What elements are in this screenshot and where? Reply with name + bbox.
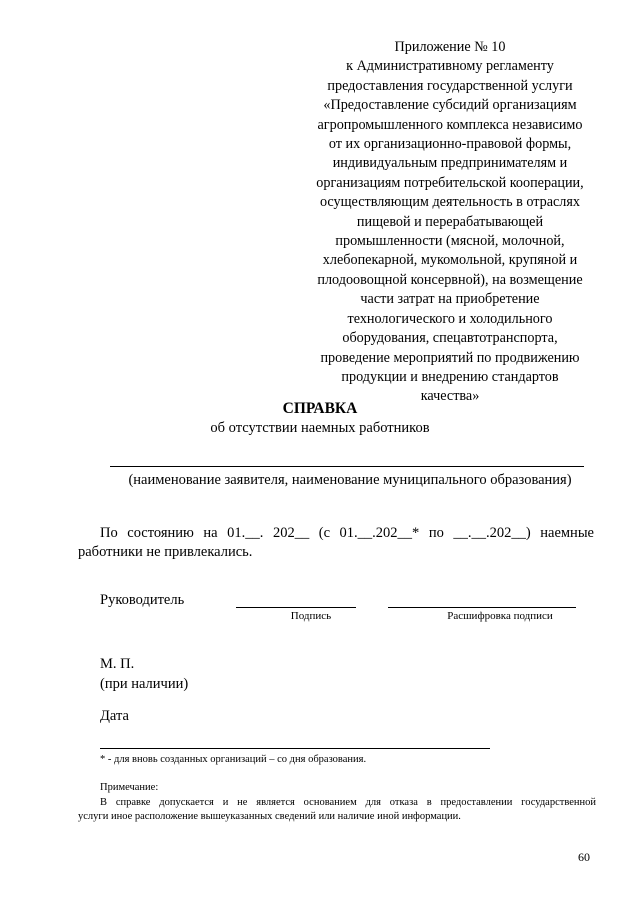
annex-line: хлебопекарной, мукомольной, крупяной и [322,252,578,269]
annex-line: от их организационно-правовой формы, [328,136,572,153]
annex-line: проведение мероприятий по продвижению [320,349,580,366]
footnote-divider [100,748,490,749]
annex-line: промышленности (мясной, молочной, [335,233,565,250]
annex-line: агропромышленного комплекса независимо [317,116,583,133]
date-label: Дата [100,708,129,724]
signature-decode-caption: Расшифровка подписи [447,610,553,622]
document-subtitle: об отсутствии наемных работников [210,420,430,436]
signature-caption: Подпись [290,610,332,622]
annex-line: части затрат на приобретение [360,291,540,308]
applicant-fill-line [110,466,584,467]
annex-line: организациям потребительской кооперации, [316,174,584,191]
note-line-2: услуги иное расположение вышеуказанных сведений или наличие иной информации. [78,810,461,822]
annex-line: продукции и внедрению стандартов [341,368,559,385]
stamp-note: (при наличии) [100,676,189,692]
stamp-label: М. П. [100,656,135,672]
statement-line-1: По состоянию на 01.__. 202__ (с 01.__.202__* по __.__.202__) наемные [100,525,594,541]
annex-line: оборудования, спецавтотранспорта, [342,330,558,347]
head-label: Руководитель [100,592,185,608]
footnote: * - для вновь созданных организаций – со дня образования. [100,754,367,765]
annex-line: качества» [420,388,480,405]
signature-line [236,607,356,608]
annex-line: пищевой и перерабатывающей [356,213,544,230]
annex-line: к Административному регламенту [346,58,554,75]
page-number: 60 [578,850,590,864]
stamp-block [100,654,188,694]
note-line-1: В справке допускается и не является основанием для отказа в предоставлении государственной [100,797,596,808]
signature-decode-line [388,607,576,608]
document-title: СПРАВКА [282,400,358,417]
annex-line: индивидуальным предпринимателям и [332,155,568,172]
statement-line-2: работники не привлекались. [78,544,253,560]
annex-line: технологического и холодильного [347,310,553,327]
annex-line: «Предоставление субсидий организациям [323,97,577,114]
note-title: Примечание: [100,782,159,793]
annex-header [300,38,600,407]
annex-line: плодоовощной консервной), на возмещение [317,271,583,288]
annex-line: Приложение № 10 [394,39,506,55]
annex-line: предоставления государственной услуги [327,77,573,94]
note-body [78,796,596,823]
annex-line: осуществляющим деятельность в отраслях [319,194,581,211]
applicant-caption: (наименование заявителя, наименование муниципального образования) [128,472,572,488]
